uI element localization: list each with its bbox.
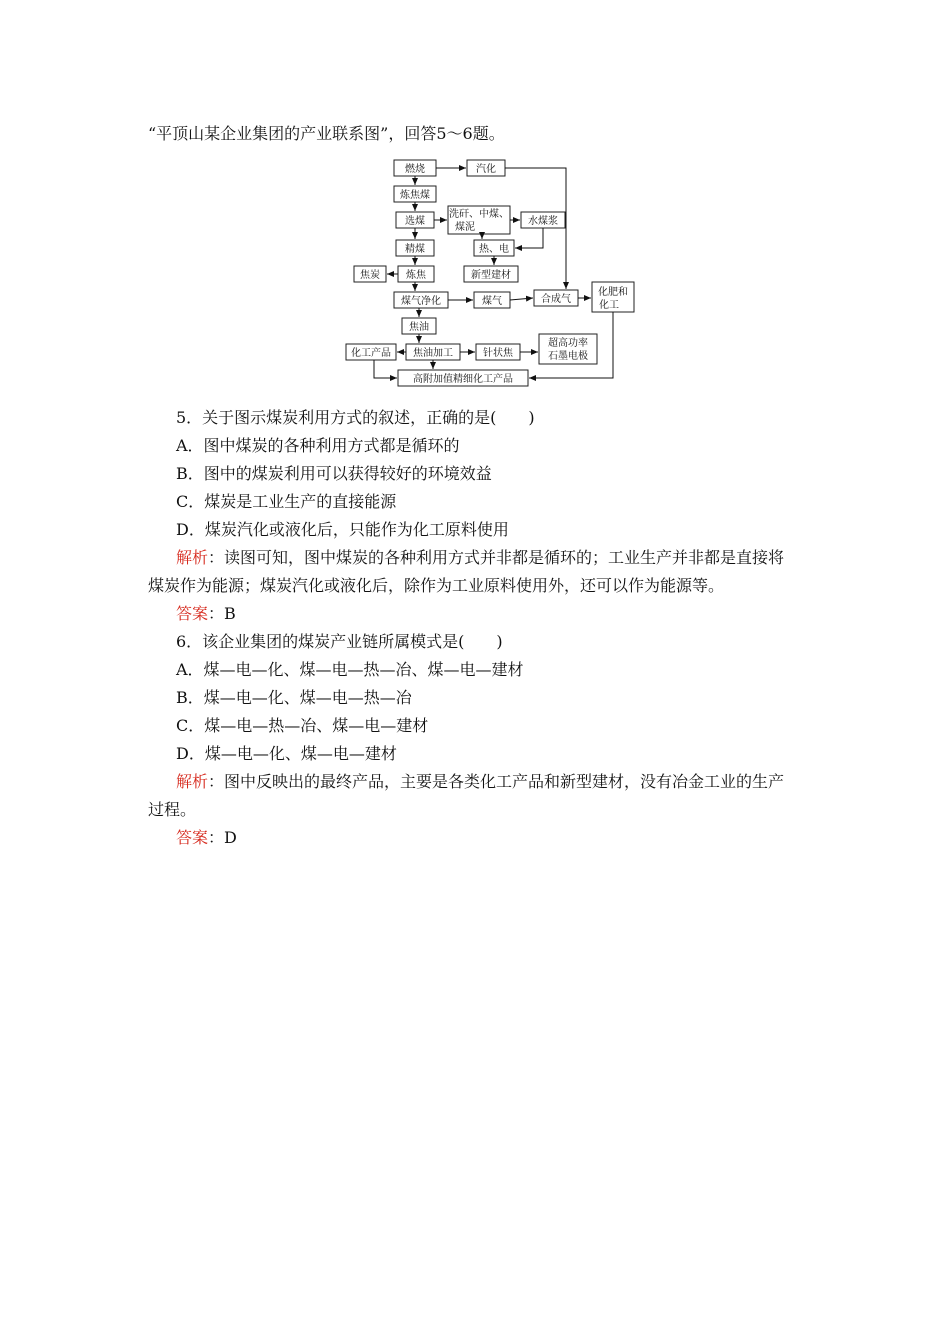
q5-answer-label: 答案 <box>176 604 209 623</box>
q5-analysis-text-2: 煤炭作为能源；煤炭汽化或液化后，除作为工业原料使用外，还可以作为能源等。 <box>148 576 725 595</box>
label-chaogao-2: 石墨电极 <box>548 351 588 362</box>
q6-answer-value: ：D <box>208 828 237 847</box>
q6-answer-label: 答案 <box>176 828 209 847</box>
label-meiqijinghua: 煤气净化 <box>401 296 441 307</box>
label-jingmei: 精煤 <box>405 244 425 255</box>
label-jiaoyoujiagong: 焦油加工 <box>413 348 453 359</box>
label-huafei-1: 化肥和 <box>598 287 628 298</box>
industry-flow-diagram <box>344 156 644 392</box>
label-huagong: 化工产品 <box>351 348 391 359</box>
label-zhenzhuangjiao: 针状焦 <box>483 348 513 359</box>
label-jiaotan: 焦炭 <box>360 270 380 281</box>
q5-option-c: C．煤炭是工业生产的直接能源 <box>176 492 397 511</box>
label-xinxing: 新型建材 <box>471 270 511 281</box>
q6-option-b: B．煤—电—化、煤—电—热—冶 <box>176 688 412 707</box>
label-meiqi: 煤气 <box>482 296 502 307</box>
label-xuanmei: 选煤 <box>405 216 425 227</box>
q5-option-d: D．煤炭汽化或液化后，只能作为化工原料使用 <box>176 520 509 539</box>
q6-analysis-label: 解析 <box>176 772 209 791</box>
q5-analysis-text-1: ：读图可知，图中煤炭的各种利用方式并非都是循环的；工业生产并非都是直接将 <box>208 548 785 567</box>
q6-option-d: D．煤—电—化、煤—电—建材 <box>176 744 397 763</box>
q6-stem: 6．该企业集团的煤炭产业链所属模式是( ) <box>176 632 503 651</box>
q6-analysis-text-2: 过程。 <box>148 800 197 819</box>
label-lianjiao: 炼焦 <box>406 270 426 281</box>
q5-analysis-label: 解析 <box>176 548 209 567</box>
q6-option-a: A．煤—电—化、煤—电—热—冶、煤—电—建材 <box>176 660 524 679</box>
label-xigan-1: 洗矸、中煤、 <box>449 209 509 220</box>
q6-option-c: C．煤—电—热—冶、煤—电—建材 <box>176 716 429 735</box>
q5-analysis <box>176 548 784 568</box>
q6-analysis <box>176 772 784 792</box>
q5-option-b: B．图中的煤炭利用可以获得较好的环境效益 <box>176 464 492 483</box>
intro-text: “平顶山某企业集团的产业联系图”，回答5～6题。 <box>148 124 505 143</box>
q6-analysis-text-1: ：图中反映出的最终产品，主要是各类化工产品和新型建材，没有冶金工业的生产 <box>208 772 785 791</box>
label-chaogao-1: 超高功率 <box>548 338 588 349</box>
label-lianjiaomei: 炼焦煤 <box>400 190 430 201</box>
label-gaofujia: 高附加值精细化工产品 <box>413 374 513 385</box>
q5-answer-value: ：B <box>208 604 236 623</box>
q5-stem: 5．关于图示煤炭利用方式的叙述，正确的是( ) <box>176 408 535 427</box>
label-redian: 热、电 <box>479 244 509 255</box>
label-ranshao: 燃烧 <box>405 164 425 175</box>
q5-answer <box>176 604 236 624</box>
q5-option-a: A．图中煤炭的各种利用方式都是循环的 <box>176 436 460 455</box>
label-xigan-2: 煤泥 <box>455 222 475 233</box>
label-qihua: 汽化 <box>476 164 496 175</box>
label-shuimeijiang: 水煤浆 <box>528 216 558 227</box>
label-jiaoyou: 焦油 <box>409 322 429 333</box>
q6-answer <box>176 828 237 848</box>
label-hechengqi: 合成气 <box>541 294 571 305</box>
label-huafei-2: 化工 <box>599 300 619 311</box>
